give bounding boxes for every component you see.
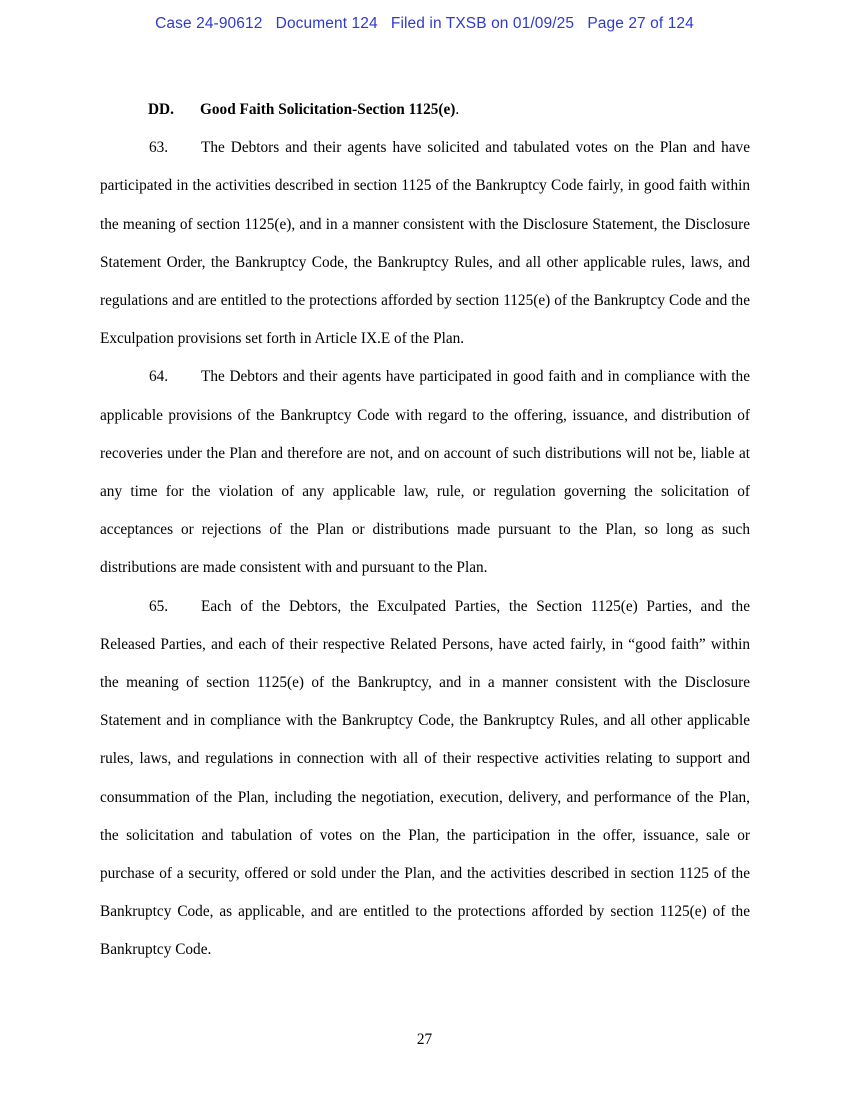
section-title-punct: . xyxy=(455,101,460,118)
court-filing-header xyxy=(0,15,849,33)
document-number: Document 124 xyxy=(275,15,378,32)
paragraph-text: The Debtors and their agents have solicited and tabulated votes on the Plan and have participated in the activities described in section 1125 of the Bankruptcy Code fairly, in good faith within the meaning of section 1125(e), and in a manner consistent with the Disclosure Statement, the Disclosure Statement Order, the Bankruptcy Code, the Bankruptcy Rules, and all other applicable rules, laws, and regulations and are entitled to the protections afforded by section 1125(e) of the Bankruptcy Code and the Exculpation provisions set forth in Article IX.E of the Plan. xyxy=(100,139,750,348)
section-number: DD. xyxy=(148,101,174,118)
paragraph-number: 63. xyxy=(149,139,169,157)
case-number: Case 24-90612 xyxy=(155,15,263,32)
paragraph-number: 65. xyxy=(149,597,169,615)
filed-info: Filed in TXSB on 01/09/25 xyxy=(390,15,575,32)
paragraph-number: 64. xyxy=(149,368,169,386)
section-heading xyxy=(100,91,750,129)
paragraph-text: The Debtors and their agents have participated in good faith and in compliance with the applicable provisions of the Bankruptcy Code with regard to the offering, issuance, and distribution of recoveries under the Plan and therefore are not, and on account of such distributions will not be, liable at any time for the violation of any applicable law, rule, or regulation governing the solicitation of acceptances or rejections of the Plan or distributions made pursuant to the Plan, so long as such distributions are made consistent with and pursuant to the Plan. xyxy=(100,368,750,577)
page-number: 27 xyxy=(416,1031,433,1048)
paragraph-64 xyxy=(100,358,750,587)
section-title: Good Faith Solicitation-Section 1125(e) xyxy=(200,101,456,118)
paragraph-63 xyxy=(100,129,750,358)
document-body xyxy=(100,91,750,970)
paragraph-text: Each of the Debtors, the Exculpated Parties, the Section 1125(e) Parties, and the Released Parties, and each of their respective Related Persons, have acted fairly, in “good faith” within the meaning of section 1125(e) of the Bankruptcy, and in a manner consistent with the Disclosure Statement and in compliance with the Bankruptcy Code, the Bankruptcy Rules, and all other applicable rules, laws, and regulations in connection with all of their respective activities relating to support and consummation of the Plan, including the negotiation, execution, delivery, and performance of the Plan, the solicitation and tabulation of votes on the Plan, the participation in the offer, issuance, sale or purchase of a security, offered or sold under the Plan, and the activities described in section 1125 of the Bankruptcy Code, as applicable, and are entitled to the protections afforded by section 1125(e) of the Bankruptcy Code. xyxy=(100,597,750,959)
page-info: Page 27 of 124 xyxy=(587,15,694,32)
paragraph-65 xyxy=(100,588,750,970)
